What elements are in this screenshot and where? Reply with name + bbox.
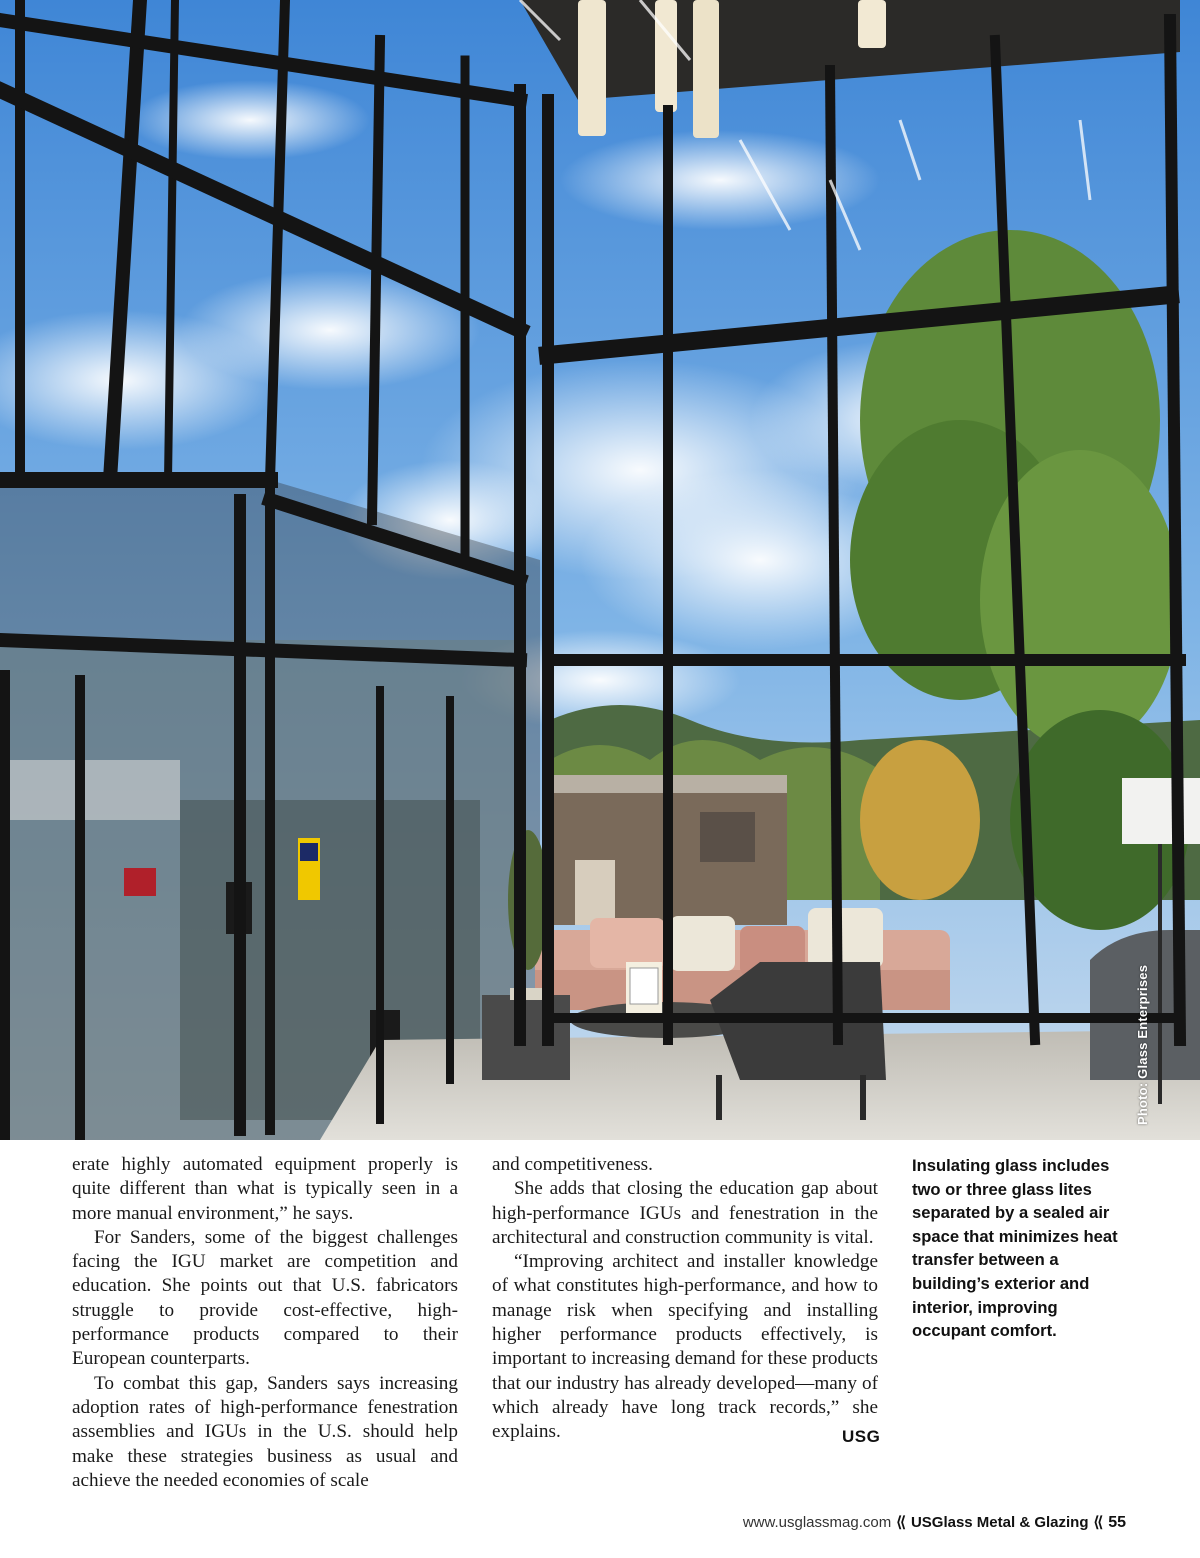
footer-publication: USGlass Metal & Glazing — [910, 1514, 1089, 1531]
paragraph: She adds that closing the education gap about high-performance IGUs and fenestration in the architectural and construction community is vital. — [492, 1178, 878, 1248]
paragraph: To combat this gap, Sanders says increasing adoption rates of high-performance fenestration assemblies and IGUs in the U.S. should help make these strategies business as usual and achieve the needed economies of scale — [72, 1372, 458, 1491]
photo-credit: Photo: Glass Enterprises — [1135, 964, 1150, 1125]
paragraph: and competitiveness. — [492, 1154, 653, 1175]
footer-separator-icon: ⟨⟨ — [896, 1514, 904, 1531]
page-footer — [743, 1513, 1126, 1532]
footer-separator-icon: ⟨⟨ — [1093, 1514, 1102, 1531]
page-number: 55 — [1108, 1514, 1126, 1531]
paragraph: “Improving architect and installer knowledge of what constitutes high-performance, and how to manage risk when specifying and installing higher performance products effectively, is important to increasing demand for these products that our industry has already developed—many of which already have long track records,” she explains. — [492, 1251, 878, 1443]
footer-url[interactable]: www.usglassmag.com — [742, 1514, 892, 1531]
paragraph: For Sanders, some of the biggest challenges facing the IGU market are competition and education. She points out that U.S. fabricators struggle to provide cost-effective, high-performance products compared to their European counterparts. — [72, 1226, 458, 1370]
paragraph: erate highly automated equipment properly is quite different than what is typically seen in a more manual environment,” he says. — [72, 1154, 458, 1224]
photo-caption: Insulating glass includes two or three glass lites separated by a sealed air space that minimizes heat transfer between a building’s exterior and interior, improving occupant comfort. — [912, 1156, 1118, 1341]
exit-sign: EXIT — [232, 897, 244, 923]
article-column-1 — [72, 1153, 458, 1493]
article-column-2 — [492, 1153, 881, 1446]
end-mark: USG — [842, 1427, 881, 1446]
